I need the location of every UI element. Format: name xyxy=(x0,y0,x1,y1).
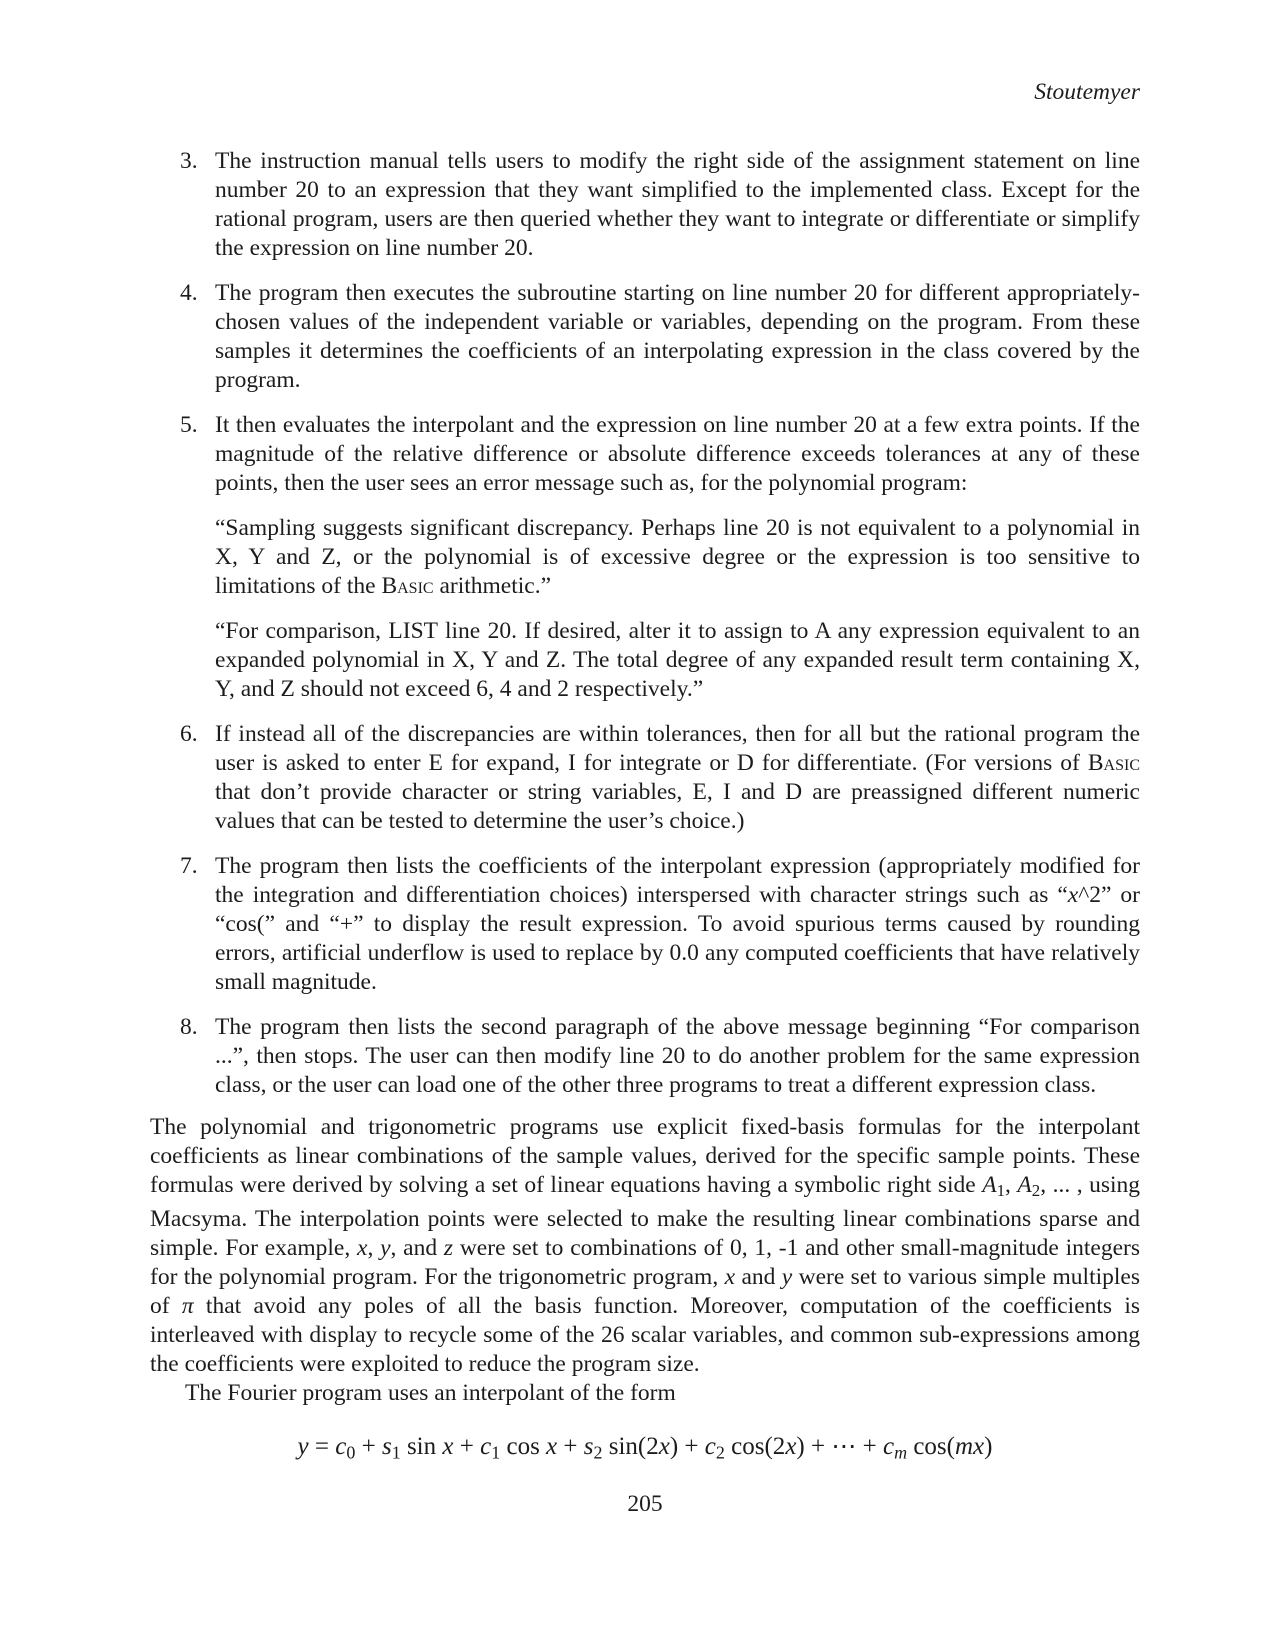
running-head: Stoutemyer xyxy=(1034,79,1140,105)
error-message-quote-2: “For comparison, LIST line 20. If desired, alter it to assign to A any expression equivalent to an expanded polynomial in X, Y and Z. The total degree of any expanded result term containing X, Y, and Z should not exceed 6, 4 and 2 respectively.” xyxy=(215,618,1140,702)
fourier-paragraph: The Fourier program uses an interpolant of the form xyxy=(185,1380,676,1407)
fourier-interpolant-equation: y = c0 + s1 sin x + c1 cos x + s2 sin(2x) + c2 cos(2x) + ⋯ + cm cos(mx) xyxy=(297,1433,993,1463)
body-paragraph: The polynomial and trigonometric programs use explicit fixed-basis formulas for the interpolant coefficients as linear combinations of the sample values, derived for the specific sample points. These formulas were derived by solving a set of linear equations having a symbolic right side A1, A2, ... , using Macsyma. The interpolation points were selected to make the resulting linear combinations sparse and simple. For example, x, y, and z were set to combinations of 0, 1, -1 and other small-magnitude integers for the polynomial program. For the trigonometric program, x and y were set to various simple multiples of π that avoid any poles of all the basis function. Moreover, computation of the coefficients is interleaved with display to recycle some of the 26 scalar variables, and common sub-expressions among the coefficients were exploited to reduce the program size. xyxy=(150,1114,1141,1378)
list-item-3-number: 3. xyxy=(180,148,198,174)
list-item-8-number: 8. xyxy=(180,1014,198,1040)
error-message-quote-1: “Sampling suggests significant discrepancy. Perhaps line 20 is not equivalent to a polynomial in X, Y and Z, or the polynomial is of excessive degree or the expression is too sensitive to limitations of the Basic arithmetic.” xyxy=(215,515,1140,599)
list-item-4-text: The program then executes the subroutine starting on line number 20 for different appropriately-chosen values of the independent variable or variables, depending on the program. From these samples it determines the coefficients of an interpolating expression in the class covered by the program. xyxy=(215,280,1140,393)
list-item-6-text: If instead all of the discrepancies are within tolerances, then for all but the rational program the user is asked to enter E for expand, I for integrate or D for differentiate. (For versions of Basic that don’t provide character or string variables, E, I and D are preassigned different numeric values that can be tested to determine the user’s choice.) xyxy=(215,721,1140,834)
list-item-4-number: 4. xyxy=(180,280,198,306)
list-item-6 xyxy=(150,720,1140,836)
list-item-7 xyxy=(150,852,1140,997)
list-item-7-text: The program then lists the coefficients of the interpolant expression (appropriately modified for the integration and differentiation choices) interspersed with character strings such as “x^2” or “cos(” and “+” to display the result expression. To avoid spurious terms caused by rounding errors, artificial underflow is used to replace by 0.0 any computed coefficients that have relatively small magnitude. xyxy=(215,853,1140,995)
list-item-7-number: 7. xyxy=(180,853,198,879)
page-number: 205 xyxy=(627,1490,663,1517)
list-item-6-number: 6. xyxy=(180,721,198,747)
list-item-8 xyxy=(150,1013,1140,1100)
list-item-5-number: 5. xyxy=(180,412,198,438)
list-item-5-text: It then evaluates the interpolant and the expression on line number 20 at a few extra points. If the magnitude of the relative difference or absolute difference exceeds tolerances at any of these points, then the user sees an error message such as, for the polynomial program: xyxy=(215,412,1140,496)
list-item-8-text: The program then lists the second paragraph of the above message beginning “For comparison ...”, then stops. The user can then modify line 20 to do another problem for the same expression class, or the user can load one of the other three programs to treat a different expression class. xyxy=(215,1014,1140,1098)
list-item-5 xyxy=(150,411,1140,498)
list-item-3-text: The instruction manual tells users to modify the right side of the assignment statement on line number 20 to an expression that they want simplified to the implemented class. Except for the rational program, users are then queried whether they want to integrate or differentiate or simplify the expression on line number 20. xyxy=(215,148,1140,261)
list-item-3 xyxy=(150,147,1140,263)
list-item-4 xyxy=(150,279,1140,395)
